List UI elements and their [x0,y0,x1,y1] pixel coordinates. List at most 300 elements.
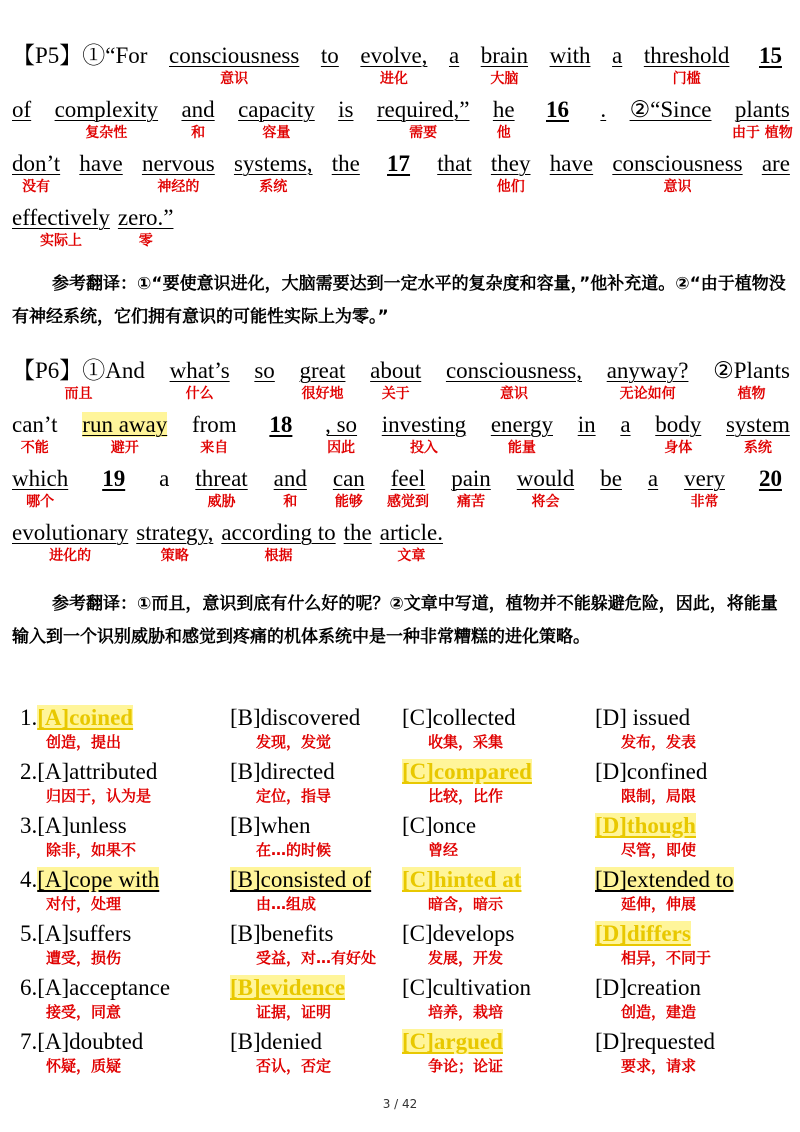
question-number: 7. [20,1029,38,1054]
option-text: [C]argued [402,1029,503,1054]
word-gloss: 意识 [663,179,692,195]
word-text: ②“Since [629,97,712,122]
word-text: according to [221,520,336,545]
passage-word [550,42,591,70]
word-text: evolutionary [12,520,129,545]
option-row [20,812,790,866]
option-text: [C]once [402,813,477,838]
word-gloss: 系统 [259,179,288,195]
passage-word [344,519,372,547]
word-text: a [612,43,623,68]
option-text: [B]directed [230,759,335,784]
word-text: a [620,412,631,437]
p6-line [12,411,790,465]
option-choice[interactable] [402,974,531,1022]
word-gloss: 无论如何 [619,386,676,402]
option-gloss: 对付，处理 [46,895,122,913]
word-text: great [299,358,346,383]
passage-word [379,519,443,564]
option-text: [B]when [230,813,311,838]
option-choice[interactable] [230,974,345,1022]
option-text: [D]creation [595,975,701,1000]
word-gloss: 能量 [507,440,536,456]
word-text: 17 [387,151,411,176]
word-gloss: 很好地 [301,386,344,402]
passage-word [449,42,459,70]
option-label [230,758,335,786]
option-text: [D]confined [595,759,708,784]
option-choice[interactable] [230,920,377,968]
option-label [402,866,521,894]
word-text: about [370,358,422,383]
option-label [402,974,531,1002]
option-choice[interactable] [20,758,157,806]
word-text: to [320,43,339,68]
question-number: 5. [20,921,38,946]
passage-word [600,465,622,493]
option-choice[interactable] [230,866,371,914]
word-gloss: 将会 [531,494,560,510]
option-label [402,1028,503,1056]
passage-word [338,96,353,124]
blank-number [94,465,133,493]
passage-word [12,411,58,456]
option-text: [C]collected [402,705,516,730]
passage-word [238,96,315,141]
option-gloss: 要求，请求 [621,1057,697,1075]
word-gloss: 他 [496,125,511,141]
option-choice[interactable] [230,1028,332,1076]
word-text: and [273,466,307,491]
word-text: he [492,97,515,122]
option-gloss: 发展，开发 [428,949,504,967]
blank-number [751,465,790,493]
option-text: [C]develops [402,921,515,946]
passage-word [12,42,147,70]
option-gloss: 尽管，即使 [621,841,697,859]
passage-word [332,150,360,178]
passage-word [191,411,237,456]
option-text: [A]coined [37,705,134,730]
word-gloss: 进化的 [49,548,92,564]
p5-line [12,204,790,258]
option-label [20,704,133,732]
option-choice[interactable] [595,866,734,914]
question-number: 6. [20,975,38,1000]
blank-number [751,42,790,70]
option-gloss: 收集，采集 [428,733,504,751]
option-choice[interactable] [402,758,532,806]
option-gloss: 接受，同意 [46,1003,122,1021]
passage-word [159,465,169,493]
option-label [230,920,350,948]
option-gloss: 暗含，暗示 [428,895,504,913]
passage-word [492,96,515,141]
word-text: consciousness [612,151,743,176]
passage-word [578,411,596,439]
passage-word [612,150,743,195]
option-text: [B]consisted of [230,867,372,892]
option-label [595,812,696,840]
word-text: nervous [141,151,215,176]
passage-word [684,465,725,510]
passage-word [480,42,529,87]
word-text: are [761,151,790,176]
option-choice[interactable] [20,704,133,752]
option-gloss: 延伸，伸展 [621,895,697,913]
option-label [20,974,170,1002]
word-gloss: 没有 [22,179,51,195]
option-choice[interactable] [595,758,707,806]
option-label [20,812,127,840]
option-choice[interactable] [402,704,516,752]
word-text: would [516,466,575,491]
p5-line [12,150,790,204]
option-choice[interactable] [20,866,159,914]
word-gloss: 意识 [220,71,249,87]
option-label [402,812,476,840]
option-choice[interactable] [402,812,476,860]
option-text: [A]unless [37,813,127,838]
word-text: can’t [12,412,58,437]
option-label [230,1028,322,1056]
word-gloss: 投入 [409,440,438,456]
word-text: the [343,520,372,545]
passage-word [12,150,61,195]
word-text: threat [195,466,248,491]
passage-word [381,411,467,456]
option-row [20,758,790,812]
option-row [20,704,790,758]
word-text: they [490,151,531,176]
option-text: [C]compared [402,759,532,784]
option-text: [D]requested [595,1029,716,1054]
passage-word [550,150,593,178]
word-text: pain [451,466,491,491]
word-text: with [549,43,591,68]
blank-number [261,411,300,439]
word-text: the [331,151,360,176]
p6-line [12,465,790,519]
option-text: [D]differs [595,921,691,946]
option-choice[interactable] [230,758,335,806]
word-gloss: 关于 [381,386,410,402]
option-choice[interactable] [20,920,131,968]
word-text: 【P6】①And [12,358,145,383]
word-text: which [12,466,69,491]
passage-word [386,465,429,510]
option-choice[interactable] [402,920,514,968]
p5-translation: 参考翻译：①“要使意识进化，大脑需要达到一定水平的复杂度和容量，”他补充道。②“由于植物没有神经系统，它们拥有意识的可能性实际上为零。” [12,274,786,327]
option-label [595,758,707,786]
option-row [20,866,790,920]
word-text: plants [734,97,790,122]
passage-word [141,150,215,195]
word-text: what’s [169,358,230,383]
passage-word [606,357,689,402]
passage-word [451,465,491,510]
passage-word [445,357,583,402]
option-gloss: 定位，指导 [256,787,332,805]
word-gloss: 他们 [496,179,525,195]
option-choice[interactable] [402,1028,503,1076]
word-text: so [254,358,275,383]
passage-word [731,96,793,141]
word-text: system [725,412,790,437]
option-gloss: 比较，比作 [428,787,504,805]
option-gloss: 限制，局限 [621,787,697,805]
word-gloss: 非常 [690,494,719,510]
option-label [402,704,516,732]
word-text: very [684,466,725,491]
option-label [402,920,514,948]
word-text: investing [381,412,467,437]
passage-word [254,357,274,385]
word-text: required,” [376,97,470,122]
word-gloss: 系统 [743,440,772,456]
passage-word [725,411,790,456]
word-text: 20 [758,466,782,491]
word-gloss: 进化 [379,71,408,87]
word-text: , so [325,412,358,437]
word-text: don’t [12,151,61,176]
word-gloss: 而且 [64,386,93,402]
word-gloss: 神经的 [157,179,200,195]
option-choice[interactable] [20,812,137,860]
option-text: [C]cultivation [402,975,532,1000]
word-text: is [338,97,354,122]
passage-word [648,465,658,493]
word-text: have [79,151,123,176]
word-text: zero.” [117,205,174,230]
option-gloss: 发布，发表 [621,733,697,751]
word-gloss: 身体 [664,440,693,456]
word-text: threshold [643,43,730,68]
word-text: evolve, [360,43,428,68]
passage-word [643,42,730,87]
option-label [20,1028,143,1056]
option-row [20,974,790,1028]
word-text: feel [390,466,426,491]
word-gloss: 根据 [264,548,293,564]
option-text: [B]denied [230,1029,322,1054]
word-gloss: 和 [191,125,206,141]
word-text: body [655,412,702,437]
passage-word [437,150,472,178]
option-text: [A]acceptance [37,975,171,1000]
passage-word [12,465,69,510]
word-gloss: 不能 [20,440,49,456]
p5-line [12,96,793,150]
option-row [20,920,790,974]
option-choice[interactable] [230,704,360,752]
option-label [595,974,701,1002]
word-text: ②Plants [713,358,790,383]
option-row [20,1028,790,1082]
option-text: [A]suffers [37,921,132,946]
passage-word [630,96,712,124]
passage-word [136,519,214,564]
passage-word [360,42,428,87]
word-text: from [191,412,237,437]
word-text: 18 [269,412,293,437]
blank-number [379,150,418,178]
passage-word [221,519,336,564]
passage-word [376,96,470,141]
passage-word [169,42,300,87]
option-choice[interactable] [230,812,332,860]
option-label [230,704,360,732]
p6-translation: 参考翻译：①而且，意识到底有什么好的呢？②文章中写道，植物并不能躲避危险，因此，将能量输入到一个识别威胁和感觉到疼痛的机体系统中是一种非常糟糕的进化策略。 [12,594,778,647]
option-choice[interactable] [20,1028,143,1076]
word-gloss: 大脑 [490,71,519,87]
option-choice[interactable] [402,866,521,914]
option-text: [C]hinted at [402,867,522,892]
passage-word [600,96,606,124]
option-gloss: 怀疑，质疑 [46,1057,122,1075]
word-text: be [600,466,622,491]
passage-word [79,150,122,178]
option-text: [B]discovered [230,705,361,730]
option-gloss: 创造，提出 [46,733,122,751]
passage-word [117,204,174,249]
word-text: run away [82,412,168,437]
word-text: strategy, [136,520,214,545]
word-text: and [181,97,215,122]
word-gloss: 因此 [327,440,356,456]
option-gloss: 曾经 [428,841,459,859]
option-gloss: 由…组成 [256,895,317,913]
word-text: have [549,151,594,176]
word-text: systems, [233,151,313,176]
p5-line [12,42,790,96]
passage-word [195,465,248,510]
passage-word [233,150,313,195]
option-text: [A]doubted [37,1029,144,1054]
option-text: [D]extended to [595,867,734,892]
option-label [20,866,159,894]
question-number: 4. [20,867,38,892]
option-label [230,812,310,840]
word-gloss: 痛苦 [456,494,485,510]
passage-word [325,411,358,456]
word-gloss: 文章 [397,548,426,564]
option-gloss: 相异，不同于 [621,949,712,967]
passage-word [490,411,553,456]
word-text: a [448,43,460,68]
blank-number [538,96,577,124]
option-label [595,1028,715,1056]
option-label [20,920,131,948]
word-text: that [437,151,472,176]
option-choice[interactable] [20,974,170,1022]
option-gloss: 证据，证明 [256,1003,332,1021]
passage-word [12,519,129,564]
word-text: consciousness [169,43,300,68]
option-gloss: 归因于，认为是 [46,787,152,805]
word-text: energy [490,412,553,437]
word-gloss: 威胁 [207,494,236,510]
option-label [20,758,157,786]
p6-line [12,519,790,573]
word-gloss: 感觉到 [386,494,429,510]
option-gloss: 受益，对…有好处 [256,949,377,967]
word-text: brain [480,43,529,68]
option-text: [D]though [595,813,696,838]
passage-word [762,150,790,178]
word-gloss: 策略 [160,548,189,564]
passage-word [516,465,575,510]
passage-word [12,357,145,402]
option-label [230,866,371,894]
word-gloss: 零 [138,233,153,249]
word-text: anyway? [606,358,689,383]
p6-line [12,357,790,411]
word-gloss: 什么 [185,386,214,402]
word-gloss: 意识 [499,386,528,402]
passage-word [655,411,702,456]
word-gloss: 植物 [737,386,766,402]
passage-word [181,96,215,141]
option-text: [D] issued [595,705,691,730]
word-text: effectively [12,205,110,230]
word-text: 19 [102,466,126,491]
word-text: . [600,97,607,122]
word-gloss: 实际上 [39,233,82,249]
question-number: 2. [20,759,38,784]
passage-word [169,357,230,402]
option-gloss: 培养，栽培 [428,1003,504,1021]
passage-word [370,357,422,402]
word-gloss: 由于 植物 [731,125,793,141]
option-choice[interactable] [595,974,701,1022]
word-gloss: 能够 [334,494,363,510]
question-number: 1. [20,705,38,730]
word-text: in [577,412,596,437]
option-gloss: 否认，否定 [256,1057,332,1075]
word-text: capacity [238,97,315,122]
passage-word [54,96,159,141]
option-choice[interactable] [595,1028,715,1076]
page-indicator: 3 / 42 [382,1097,418,1111]
option-choice[interactable] [595,704,697,752]
option-gloss: 创造，建造 [621,1003,697,1021]
word-gloss: 复杂性 [85,125,128,141]
word-text: a [647,466,659,491]
option-choice[interactable] [595,812,696,860]
passage-word [321,42,339,70]
passage-word [299,357,346,402]
option-label [230,974,345,1002]
word-gloss: 容量 [262,125,291,141]
word-text: 【P5】①“For [12,43,148,68]
option-label [595,920,691,948]
word-text: article. [379,520,443,545]
option-gloss: 遭受，损伤 [46,949,122,967]
word-text: of [12,97,32,122]
word-gloss: 和 [283,494,298,510]
passage-word [12,96,31,124]
passage-word [490,150,531,195]
word-text: 16 [546,97,569,122]
option-label [402,758,532,786]
option-choice[interactable] [595,920,712,968]
passage-word [12,204,110,249]
option-text: [A]attributed [37,759,158,784]
word-gloss: 避开 [110,440,139,456]
word-gloss: 需要 [409,125,438,141]
word-text: can [332,466,365,491]
